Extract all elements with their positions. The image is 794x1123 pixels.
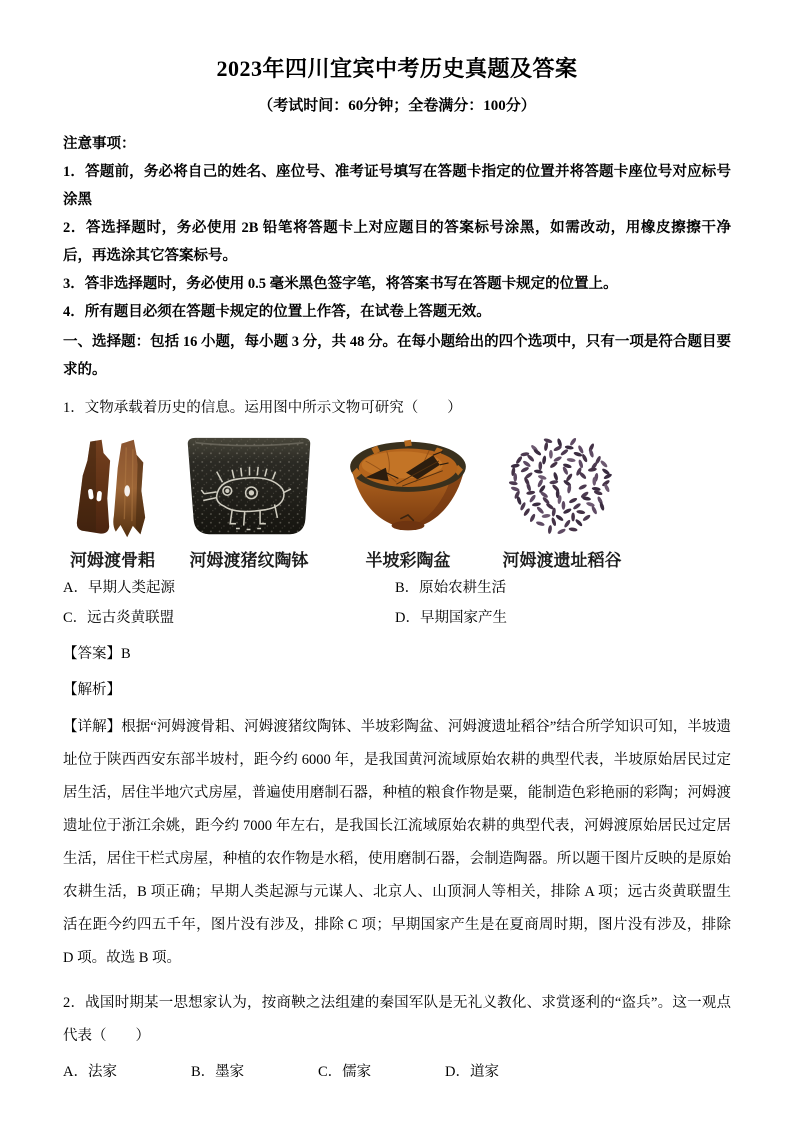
analysis-label: 【解析】 bbox=[63, 682, 121, 698]
figure-pig-pattern-pot bbox=[170, 434, 328, 571]
question1-options-row-1 bbox=[63, 573, 731, 603]
q1-option-c: C．远古炎黄联盟 bbox=[63, 610, 175, 626]
question2-stem: 2．战国时期某一思想家认为，按商鞅之法组建的秦国军队是无礼义教化、求赏逐利的“盗兵”。这一观点代表（ ） bbox=[63, 995, 731, 1044]
q2-option-c: C．儒家 bbox=[318, 1064, 372, 1080]
notice-item-2: 2．答选择题时，务必使用 2B 铅笔将答题卡上对应题目的答案标号涂黑，如需改动，用橡皮擦擦干净后，再选涂其它答案标号。 bbox=[63, 220, 731, 264]
pig-pattern-pot-image bbox=[170, 434, 328, 542]
pig-pattern-pot-icon bbox=[170, 434, 328, 542]
figure-rice-grains bbox=[488, 434, 636, 571]
answer-label: 【答案】 bbox=[63, 646, 121, 662]
rice-grains-icon bbox=[488, 434, 636, 542]
q1-option-a: A．早期人类起源 bbox=[63, 580, 175, 596]
figure-hemudu-bone-spade bbox=[65, 436, 160, 571]
caption-banpo-basin: 半坡彩陶盆 bbox=[365, 551, 451, 570]
answer-value: B bbox=[121, 646, 131, 662]
q2-option-a: A．法家 bbox=[63, 1064, 117, 1080]
q2-option-d: D．道家 bbox=[445, 1064, 499, 1080]
banpo-basin-image bbox=[338, 434, 478, 542]
q1-explanation: 【详解】根据“河姆渡骨耜、河姆渡猪纹陶钵、半坡彩陶盆、河姆渡遗址稻谷”结合所学知识可知，半坡遗址位于陕西西安东部半坡村，距今约 6000 年，是我国黄河流域原始农耕的典型代表，半坡原始居民过定居生活，居住半地穴式房屋，普遍使用磨制石器，种植的粮食作物是粟，能制造色彩艳丽的彩陶；河姆渡遗址位于浙江余姚，距今约 7000 年左右，是我国长江流域原始农耕的典型代表，河姆渡原始居民过定居生活，居住干栏式房屋，种植的农作物是水稻，使用磨制石器，会制造陶器。所以题干图片反映的是原始农耕生活，B 项正确；早期人类起源与元谋人、北京人、山顶洞人等相关，排除 A 项；远古炎黄联盟生活在距今约四五千年，图片没有涉及，排除 C 项；早期国家产生是在夏商周时期，图片没有涉及，排除 D 项。故选 B 项。 bbox=[63, 719, 731, 966]
q2-option-b: B．墨家 bbox=[191, 1064, 245, 1080]
notice-heading: 注意事项： bbox=[63, 136, 136, 152]
caption-rice-grains: 河姆渡遗址稻谷 bbox=[502, 551, 622, 570]
bone-spade-icon bbox=[65, 436, 160, 542]
exam-info: （考试时间：60分钟；全卷满分：100分） bbox=[258, 98, 536, 114]
rice-grains-image bbox=[488, 434, 636, 542]
figure-banpo-basin bbox=[338, 434, 478, 571]
artifact-figures bbox=[65, 434, 731, 571]
notice-item-4: 4．所有题目必须在答题卡规定的位置上作答，在试卷上答题无效。 bbox=[63, 304, 491, 320]
bone-spade-image bbox=[65, 436, 160, 542]
caption-bone-spade: 河姆渡骨耜 bbox=[70, 551, 155, 570]
question1-options-row-2 bbox=[63, 603, 731, 633]
section1-heading: 一、选择题：包括 16 小题，每小题 3 分，共 48 分。在每小题给出的四个选项中，只有一项是符合题目要求的。 bbox=[63, 334, 731, 378]
answer-line bbox=[63, 639, 731, 669]
caption-pig-pattern-pot: 河姆渡猪纹陶钵 bbox=[189, 551, 309, 570]
banpo-basin-icon bbox=[338, 434, 478, 542]
notice-item-3: 3．答非选择题时，务必使用 0.5 毫米黑色签字笔，将答案书写在答题卡规定的位置上。 bbox=[63, 276, 618, 292]
q1-option-b: B．原始农耕生活 bbox=[395, 580, 507, 596]
q1-option-d: D．早期国家产生 bbox=[395, 610, 507, 626]
page-title: 2023年四川宜宾中考历史真题及答案 bbox=[216, 56, 578, 81]
question2-options-row bbox=[63, 1057, 731, 1087]
notice-item-1: 1．答题前，务必将自己的姓名、座位号、准考证号填写在答题卡指定的位置并将答题卡座位号对应标号涂黑 bbox=[63, 164, 731, 208]
question1-stem: 1．文物承载着历史的信息。运用图中所示文物可研究（ ） bbox=[63, 400, 462, 416]
